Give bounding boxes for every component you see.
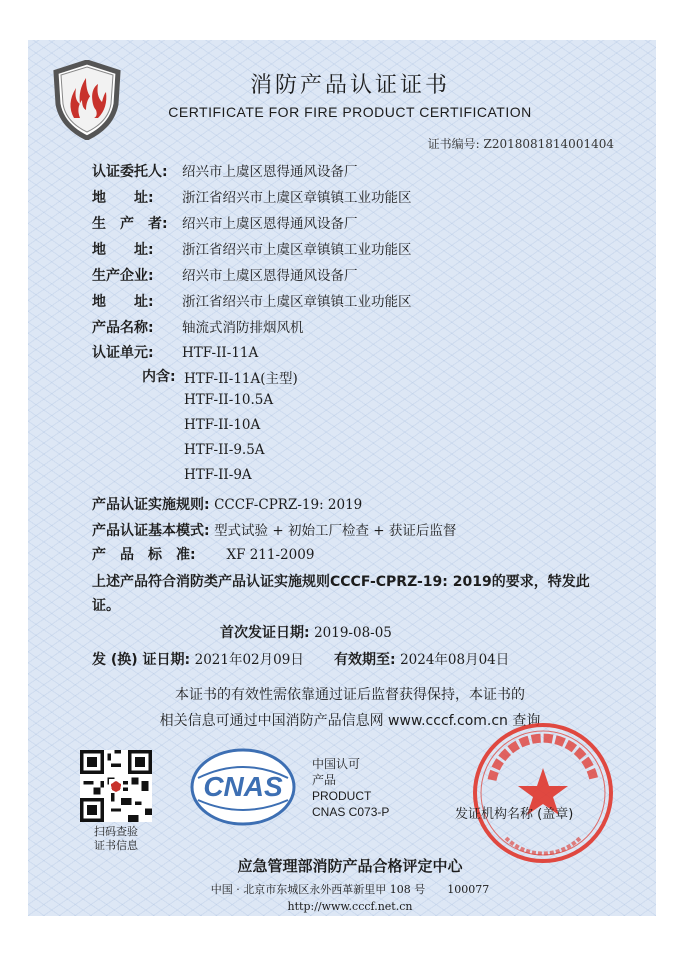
standard-row: 产 品 标 准: XF 211-2009 [92, 547, 315, 563]
cnas-accreditation: 中国认可 产品 PRODUCT CNAS C073-P [312, 757, 390, 819]
contains-label: 内含: [142, 369, 176, 385]
model-item: HTF-II-9.5A [184, 442, 265, 458]
cnas-logo-text: CNAS [203, 771, 283, 802]
qr-caption: 扫码查验 证书信息 [94, 825, 138, 852]
field-row: 地 址: 浙江省绍兴市上虞区章镇镇工业功能区 [92, 242, 412, 258]
field-row: 地 址: 浙江省绍兴市上虞区章镇镇工业功能区 [92, 190, 412, 206]
cert-mode-row: 产品认证基本模式: 型式试验 + 初始工厂检查 + 获证后监督 [92, 523, 457, 539]
issue-date: 发 (换) 证日期: 2021年02月09日 [92, 652, 304, 668]
model-item: HTF-II-9A [184, 467, 252, 483]
certificate-number: 证书编号: Z2018081814001404 [427, 137, 614, 151]
field-row: 生产企业: 绍兴市上虞区恩得通风设备厂 [92, 268, 358, 284]
qr-code[interactable] [80, 750, 152, 822]
issuer-label: 发证机构名称 (盖章) [455, 807, 574, 822]
title-english: CERTIFICATE FOR FIRE PRODUCT CERTIFICATION [168, 104, 532, 120]
expiry-date: 有效期至: 2024年08月04日 [334, 652, 510, 668]
issuer-website-link[interactable]: http://www.cccf.net.cn [287, 900, 413, 913]
field-row: 产品名称: 轴流式消防排烟风机 [92, 320, 304, 336]
official-seal-stamp [470, 720, 616, 866]
compliance-statement: 上述产品符合消防类产品认证实施规则CCCF-CPRZ-19: 2019的要求，特发此证。 [92, 574, 590, 614]
impl-rule-row: 产品认证实施规则: CCCF-CPRZ-19: 2019 [92, 497, 363, 513]
first-issue-date: 首次发证日期: 2019-08-05 [220, 625, 392, 641]
field-row: 生 产 者: 绍兴市上虞区恩得通风设备厂 [92, 216, 358, 232]
info-query-notice: 相关信息可通过中国消防产品信息网 www.cccf.com.cn 查询 [159, 713, 541, 729]
issuing-center-name: 应急管理部消防产品合格评定中心 [237, 857, 463, 875]
title-chinese: 消防产品认证证书 [249, 73, 450, 98]
field-row: 认证委托人: 绍兴市上虞区恩得通风设备厂 [92, 164, 358, 180]
field-row: 地 址: 浙江省绍兴市上虞区章镇镇工业功能区 [92, 294, 412, 310]
field-row: 认证单元: HTF-II-11A [92, 345, 259, 361]
model-item: HTF-II-10.5A [184, 392, 274, 408]
issuer-address: 中国 · 北京市东城区永外西革新里甲 108 号 100077 [210, 883, 490, 896]
validity-notice: 本证书的有效性需依靠通过证后监督获得保持，本证书的 [175, 687, 525, 703]
model-item: HTF-II-11A(主型) [184, 371, 298, 387]
cnas-logo [190, 748, 296, 826]
model-item: HTF-II-10A [184, 417, 261, 433]
